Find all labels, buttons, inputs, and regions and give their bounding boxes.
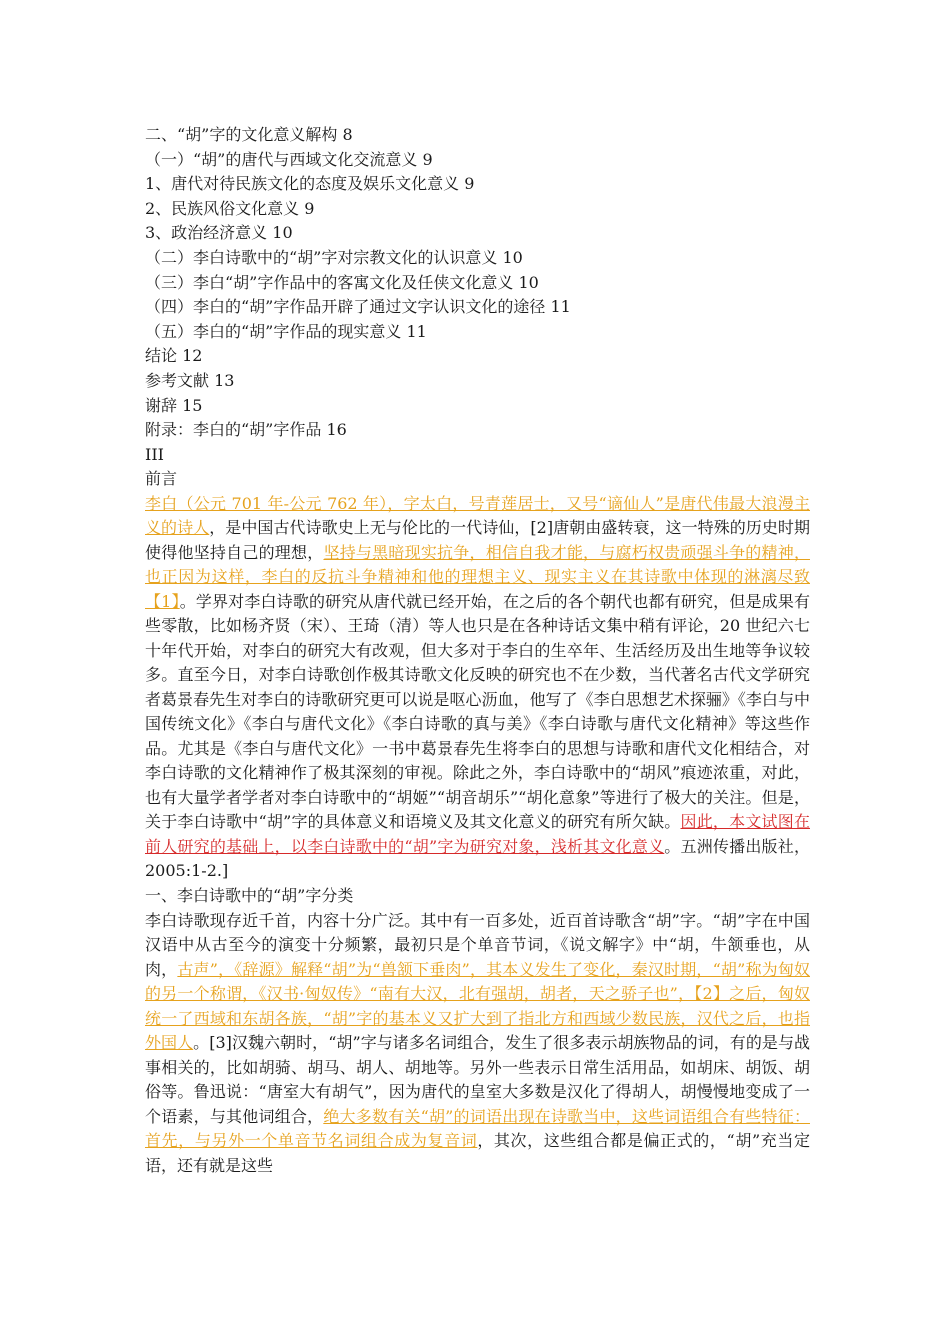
toc-entry[interactable]: 2、民族风俗文化意义 9 [145,198,315,218]
toc-entry[interactable]: 结论 12 [145,346,203,366]
toc-entry[interactable]: （二）李白诗歌中的“胡”字对宗教文化的认识意义 10 [145,247,523,267]
preface-paragraph [145,492,810,884]
toc-entry[interactable]: （五）李白的“胡”字作品的现实意义 11 [145,321,427,341]
body-text: ，是中国古代诗歌史上无与伦比的一代诗仙，[2]唐朝由盛转衰，这一特殊的历史时期使得他坚持自己的理想， [145,518,810,562]
highlighted-text-red: 因此，本文试图在前人研究的基础上，以李白诗歌中的“胡”字为研究对象，浅析其文化意义 [145,812,810,856]
toc-entry[interactable]: 1、唐代对待民族文化的态度及娱乐文化意义 9 [145,174,475,194]
body-text: 。学界对李白诗歌的研究从唐代就已经开始，在之后的各个朝代也都有研究，但是成果有些零散，比如杨齐贤（宋）、王琦（清）等人也只是在各种诗话文集中稍有评论，20 世纪六七十年代开始，对李白的研究大有改观，但大多对于李白的生卒年、生活经历及出生地等争议较多。直至今日，对李白诗歌创作极其诗歌文化反映的研究也不在少数，当代著名古代文学研究者葛景春先生对李白的诗歌研究更可以说是呕心沥血，他写了《李白思想艺术探骊》《李白与中国传统文化》《李白与唐代文化》《李白诗歌的真与美》《李白诗歌与唐代文化精神》等这些作品。尤其是《李白与唐代文化》一书中葛景春先生将李白的思想与诗歌和唐代文化相结合，对李白诗歌的文化精神作了极其深刻的审视。除此之外，李白诗歌中的“胡风”痕迹浓重，对此，也有大量学者学者对李白诗歌中的“胡姬”“胡音胡乐”“胡化意象”等进行了极大的关注。但是，关于李白诗歌中“胡”字的具体意义和语境义及其文化意义的研究有所欠缺。 [145,591,810,832]
document-page [145,123,810,1178]
toc-entry[interactable]: （四）李白的“胡”字作品开辟了通过文字认识文化的途径 11 [145,297,571,317]
page-number-roman: III [145,444,164,464]
section-heading: 一、李白诗歌中的“胡”字分类 [145,885,354,905]
highlighted-text: 坚持与黑暗现实抗争，相信自我才能，与腐朽权贵顽强斗争的精神，也正因为这样，李白的反抗斗争精神和他的理想主义、现实主义在其诗歌中体现的淋漓尽致【1】 [145,542,810,611]
toc-entry[interactable]: （一）“胡”的唐代与西域文化交流意义 9 [145,149,433,169]
section-paragraph [145,909,810,1179]
body-text: 。五洲传播出版社，2005:1-2.] [145,836,810,881]
body-text: ，其次，这些组合都是偏正式的，“胡”充当定语，还有就是这些 [145,1131,810,1175]
highlighted-text: 李白（公元 701 年-公元 762 年），字太白，号青莲居士，又号“谪仙人”是唐代伟最大浪漫主义的诗人 [145,493,810,538]
toc-entry[interactable]: 二、“胡”字的文化意义解构 8 [145,125,353,144]
toc-entry[interactable]: 附录：李白的“胡”字作品 16 [145,420,347,440]
table-of-contents [145,123,810,492]
highlighted-text: 古声”，《辞源》解释“胡”为“兽颔下垂肉”，其本义发生了变化，秦汉时期，“胡”称为匈奴的另一个称谓，《汉书·匈奴传》“南有大汉，北有强胡，胡者，天之骄子也”，【2】之后，匈奴统一了西域和东胡各族，“胡”字的基本义又扩大到了指北方和西域少数民族，汉代之后，也指外国人 [145,959,810,1052]
preface-heading: 前言 [145,469,178,489]
toc-entry[interactable]: 参考文献 13 [145,370,235,390]
toc-entry[interactable]: （三）李白“胡”字作品中的客寓文化及任侠文化意义 10 [145,272,539,292]
body-text: 李白诗歌现存近千首，内容十分广泛。其中有一百多处，近百首诗歌含“胡”字。“胡”字在中国汉语中从古至今的演变十分频繁，最初只是个单音节词，《说文解字》中“胡，牛颔垂也，从肉， [145,910,810,979]
highlighted-text: 绝大多数有关“胡”的词语出现在诗歌当中，这些词语组合有些特征：首先，与另外一个单音节名词组合成为复音词 [145,1106,810,1150]
toc-entry[interactable]: 谢辞 15 [145,395,203,415]
toc-entry[interactable]: 3、政治经济意义 10 [145,223,293,243]
body-text: 。[3]汉魏六朝时，“胡”字与诸多名词组合，发生了很多表示胡族物品的词，有的是与战事相关的，比如胡骑、胡马、胡人、胡地等。另外一些表示日常生活用品，如胡床、胡饭、胡俗等。鲁迅说：“唐室大有胡气”，因为唐代的皇室大多数是汉化了得胡人，胡慢慢地变成了一个语素，与其他词组合， [145,1033,810,1126]
